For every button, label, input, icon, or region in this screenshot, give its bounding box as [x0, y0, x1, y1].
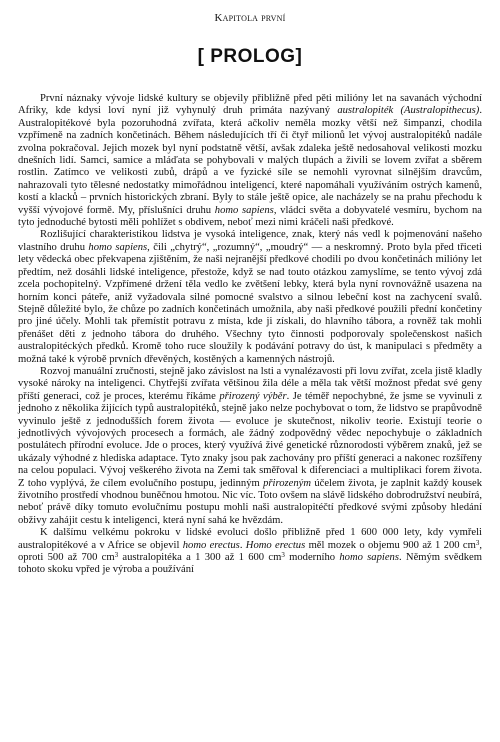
paragraph-4: K dalšímu velkému pokroku v lidské evoluci došlo přibližně před 1 600 000 lety, kdy vymřeli australopitékové a v Africe se objevil homo erectus. Homo erectus měl mozek o objemu 900 až 1 200 $cm^3$, oproti 500 až 700 $cm^3$ australopitéka a 1 300 až 1 600 $cm^3$ moderního homo sapiens. Němým svědkem tohoto skoku vpřed je výroba a používání: [18, 527, 483, 576]
chapter-body: [18, 93, 482, 577]
paragraph-1: První náznaky vývoje lidské kultury se objevily přibližně před pěti milióny let na savanách východní Afriky, kde kdysi loví nyní již vyhynulý druh primáta nazývaný australopiték (Australopithecus). Australopitékové byla pozoruhodná zvířata, která ačkoliv neměla mozky větší než šimpanzi, chodila vzpřímeně na zadních končetinách. Během následujících tří či čtyř milionů let vývoj australopitéků nadále zvolna pokračoval. Jejich mozek byl nyní podstatně větší, avšak zdaleka ještě nedosahoval velikosti mozku dnešních lidí. Samci, samice a mláďata se pohybovali v malých tlupách a živili se lovem zvířat a sběrem rostlin. Zatímco ve velikosti zubů, drápů a ve fyzické síle se nemohli vyrovnat silnějším dravcům, nahrazovali tyto tělesné nedostatky mimořádnou inteligencí, které napomáhali využíváním ostrých kamenů, kostí a klacků – prvních historických zbraní. Byly to stále ještě opice, ale nacházely se na prahu přechodu k vyšší vývojové formě. My, příslušníci druhu homo sapiens, vládci světa a dobyvatelé vesmíru, bychom na tyto jednoduché bytosti měli pohlížet s obdivem, neboť mezi nimi kráčeli naši předkové.: [18, 93, 482, 229]
paragraph-3: Rozvoj manuální zručnosti, stejně jako závislost na lsti a vynalézavosti při lovu zvířat, zcela jistě kladly vysoké nároky na inteligenci. Chytřejší zvířata většinou žila déle a měla tak větší možnost předat své geny příští generaci, což je proces, kterému říkáme přirozený výběr. Je téměř nepochybné, že jsme se vyvinuli z jednoho z několika žijících typů australopitéků, stejně jako nelze pochybovat o tom, že lidstvo se prapůvodně vyvinulo ještě z jednodušších forem života — evoluce je skutečnost, nikoliv teorie. Existují teorie o jednotlivých vývojových procesech a formách, ale žádný zodpovědný vědec nepochybuje o základních postulátech přírodní evoluce. Jde o proces, který využívá živé genetické různorodosti výběrem znaků, jež se ukázaly výhodné z hlediska adaptace. Tyto znaky jsou pak zachovány pro příští generaci a nakonec rozšířeny na celou populaci. Vývoj veškerého života na Zemi tak směřoval k diferenciaci a multiplikaci forem života. Z toho vyplývá, že cílem evolučního postupu, jedinným přirozeným účelem života, je zaplnit každý kousek životního prostředí vhodnou buněčnou hmotou. Nic víc. Toto ovšem na slávě lidského dobrodružství neubírá, neboť právě díky tomuto evolučnímu postupu mohli naši australopitéčtí předkové svými způsoby hledání obživy zahájit cestu k inteligenci, která nyní sahá ke hvězdám.: [18, 365, 483, 526]
paragraph-2: Rozlišující charakteristikou lidstva je vysoká inteligence, znak, který nás vedl k pojmenování našeho vlastního druhu homo sapiens, čili „chytrý“, „rozumný“, „moudrý“ — a neskromný. Proto byla před třiceti lety vědecká obec překvapena zjištěním, že naši nejranější předkové chodili po dvou končetinách milióny let předtím, než dosáhli lidské inteligence, přestože, když se nad touto otázkou zamyslíme, se tento vývoj zdá zcela pochopitelný. Vzpřímené držení těla vedlo ke zvětšení lebky, která byla nyní rovnovážně usazena na horním konci páteře, aniž vyžadovala silné pomocné svalstvo a silnou lebeční kost na zachycení svalů. Stejně důležité bylo, že chůze po zadních končetinách umožnila, aby naši předkové použili přední končetiny pro jiné účely. Mohli tak přemístit potravu z místa, kde ji získali, do hlavního tábora, a rovněž tak mohli přenášet děti z jednoho tábora do druhého. Všechny tyto činnosti podporovaly společenskost našich australopitéckých předků. Kromě toho ruce sloužily k podávání potravy do úst, k manipulaci s předměty a možná také k výrobě prvních dřevěných, kostěných a kamenných nástrojů.: [18, 229, 482, 365]
chapter-heading: Kapitola první: [214, 12, 286, 24]
chapter-title: [ PROLOG]: [197, 46, 303, 67]
